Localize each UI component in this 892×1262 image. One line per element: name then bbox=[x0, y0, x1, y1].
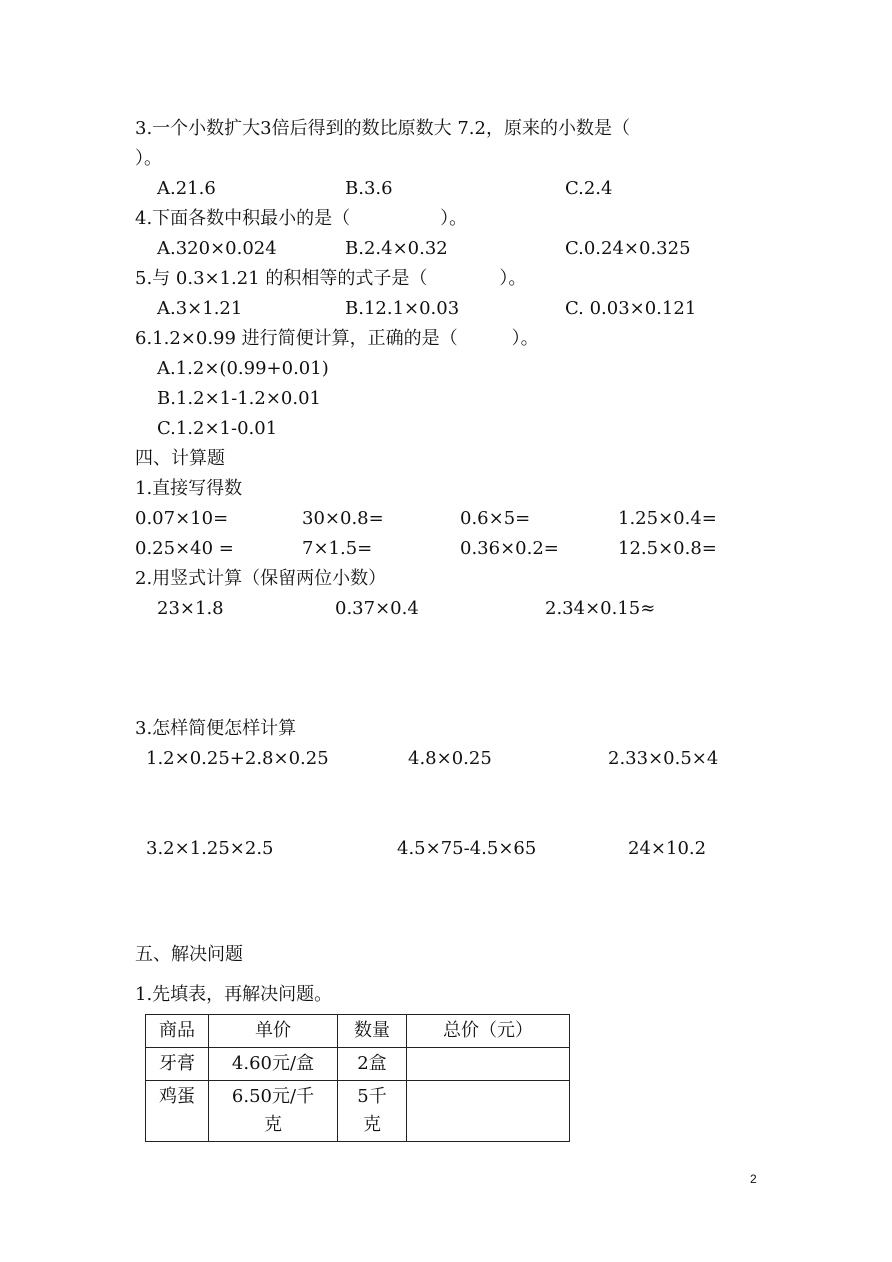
mental-calc-item: 0.6×5= bbox=[460, 508, 531, 529]
unit-price bbox=[209, 1081, 338, 1142]
q3-stem: 3.一个小数扩大3倍后得到的数比原数大 7.2，原来的小数是（ bbox=[135, 118, 630, 139]
part-2-heading: 2.用竖式计算（保留两位小数） bbox=[135, 568, 387, 589]
total-price-blank[interactable] bbox=[407, 1081, 570, 1142]
q3-option-a: A.21.6 bbox=[157, 178, 216, 199]
mental-calc-item: 0.36×0.2= bbox=[460, 538, 559, 559]
q6-option-c: C.1.2×1-0.01 bbox=[157, 418, 278, 439]
mental-calc-item: 7×1.5= bbox=[302, 538, 373, 559]
quantity-line: 克 bbox=[363, 1114, 381, 1135]
vertical-calc-item: 2.34×0.15≈ bbox=[545, 598, 656, 619]
q6-stem: 6.1.2×0.99 进行简便计算，正确的是（ ）。 bbox=[135, 328, 539, 349]
table-header-cell: 商品 bbox=[146, 1015, 209, 1048]
page-number: 2 bbox=[750, 1172, 757, 1186]
q4-option-a: A.320×0.024 bbox=[157, 238, 277, 259]
goods-table bbox=[145, 1014, 570, 1142]
unit-price-line: 克 bbox=[264, 1114, 282, 1135]
q4-option-b: B.2.4×0.32 bbox=[345, 238, 448, 259]
q3-option-c: C.2.4 bbox=[565, 178, 613, 199]
mental-calc-item: 0.25×40 = bbox=[135, 538, 234, 559]
quantity bbox=[338, 1081, 407, 1142]
table-header-cell: 单价 bbox=[209, 1015, 338, 1048]
mental-calc-item: 0.07×10= bbox=[135, 508, 229, 529]
q4-stem: 4.下面各数中积最小的是（ ）。 bbox=[135, 208, 468, 229]
simplify-calc-item: 3.2×1.25×2.5 bbox=[146, 838, 274, 859]
item-name: 牙膏 bbox=[146, 1048, 209, 1081]
mental-calc-item: 30×0.8= bbox=[302, 508, 384, 529]
q5-option-c: C. 0.03×0.121 bbox=[565, 298, 697, 319]
simplify-calc-item: 24×10.2 bbox=[628, 838, 707, 859]
table-row bbox=[146, 1081, 570, 1142]
q6-option-b: B.1.2×1-1.2×0.01 bbox=[157, 388, 321, 409]
table-header-row bbox=[146, 1015, 570, 1048]
q6-option-a: A.1.2×(0.99+0.01) bbox=[157, 358, 329, 379]
mental-calc-item: 1.25×0.4= bbox=[618, 508, 717, 529]
table-header-cell: 总价（元） bbox=[407, 1015, 570, 1048]
q5-option-a: A.3×1.21 bbox=[157, 298, 243, 319]
part-1-heading: 1.直接写得数 bbox=[135, 478, 243, 499]
simplify-calc-item: 2.33×0.5×4 bbox=[608, 748, 719, 769]
simplify-calc-item: 1.2×0.25+2.8×0.25 bbox=[146, 748, 329, 769]
total-price-blank[interactable] bbox=[407, 1048, 570, 1081]
q3-option-b: B.3.6 bbox=[345, 178, 393, 199]
unit-price-line: 6.50元/千 bbox=[231, 1086, 315, 1107]
q5-option-b: B.12.1×0.03 bbox=[345, 298, 460, 319]
q3-stem-cont: ）。 bbox=[135, 148, 162, 169]
table-row bbox=[146, 1048, 570, 1081]
vertical-calc-item: 23×1.8 bbox=[157, 598, 224, 619]
unit-price: 4.60元/盒 bbox=[209, 1048, 338, 1081]
q5-stem: 5.与 0.3×1.21 的积相等的式子是（ ）。 bbox=[135, 268, 527, 289]
q4-option-c: C.0.24×0.325 bbox=[565, 238, 691, 259]
section-5-heading: 五、解决问题 bbox=[135, 944, 243, 965]
quantity: 2盒 bbox=[338, 1048, 407, 1081]
vertical-calc-item: 0.37×0.4 bbox=[335, 598, 419, 619]
section-4-heading: 四、计算题 bbox=[135, 448, 225, 469]
part-3-heading: 3.怎样简便怎样计算 bbox=[135, 718, 297, 739]
table-header-cell: 数量 bbox=[338, 1015, 407, 1048]
simplify-calc-item: 4.5×75-4.5×65 bbox=[397, 838, 537, 859]
quantity-line: 5千 bbox=[357, 1086, 387, 1107]
problem-1-heading: 1.先填表，再解决问题。 bbox=[135, 984, 333, 1005]
item-name: 鸡蛋 bbox=[146, 1081, 209, 1142]
mental-calc-item: 12.5×0.8= bbox=[618, 538, 717, 559]
simplify-calc-item: 4.8×0.25 bbox=[408, 748, 492, 769]
